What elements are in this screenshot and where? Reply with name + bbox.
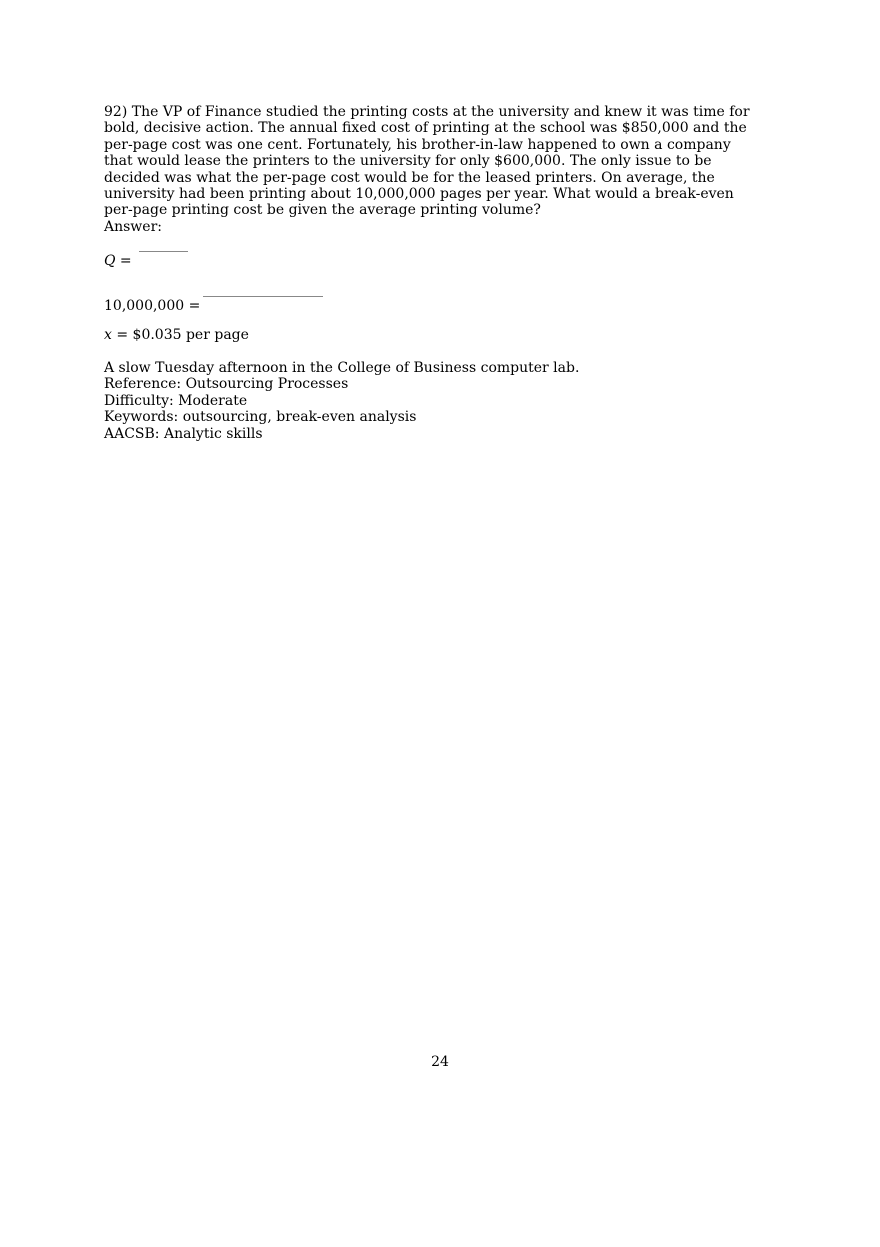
- page-number: 24: [431, 1054, 449, 1070]
- q-variable: Q: [104, 253, 116, 269]
- question-line: per-page printing cost be given the average printing volume?: [104, 202, 541, 219]
- difficulty: Difficulty: Moderate: [104, 392, 248, 409]
- question-text: [104, 104, 784, 235]
- volume-lhs: 10,000,000 =: [104, 298, 201, 314]
- question-line: per-page cost was one cent. Fortunately, his brother-in-law happened to own a company: [104, 136, 731, 153]
- question-line: bold, decisive action. The annual fixed cost of printing at the school was $850,000 and the: [104, 120, 747, 137]
- x-result: = $0.035 per page: [111, 327, 249, 343]
- fraction-bar: [139, 251, 188, 252]
- keywords: Keywords: outsourcing, break-even analysis: [104, 409, 417, 426]
- question-line: decided was what the per-page cost would be for the leased printers. On average, the: [104, 169, 715, 186]
- aacsb: AACSB: Analytic skills: [104, 425, 263, 442]
- question-line: that would lease the printers to the university for only $600,000. The only issue to be: [104, 153, 712, 170]
- q-equals: =: [115, 253, 132, 269]
- reference: Reference: Outsourcing Processes: [104, 376, 349, 393]
- equation-volume: [104, 298, 784, 314]
- equation-q: [104, 253, 784, 269]
- x-variable: x: [104, 327, 112, 343]
- question-meta: [104, 360, 784, 442]
- fraction-bar: [203, 296, 323, 297]
- equation-x: [104, 327, 784, 343]
- question-line: 92) The VP of Finance studied the printing costs at the university and knew it was time for: [104, 104, 750, 120]
- explanation: A slow Tuesday afternoon in the College of Business computer lab.: [104, 360, 580, 376]
- answer-label: Answer:: [104, 218, 162, 235]
- question-line: university had been printing about 10,000,000 pages per year. What would a break-even: [104, 186, 734, 203]
